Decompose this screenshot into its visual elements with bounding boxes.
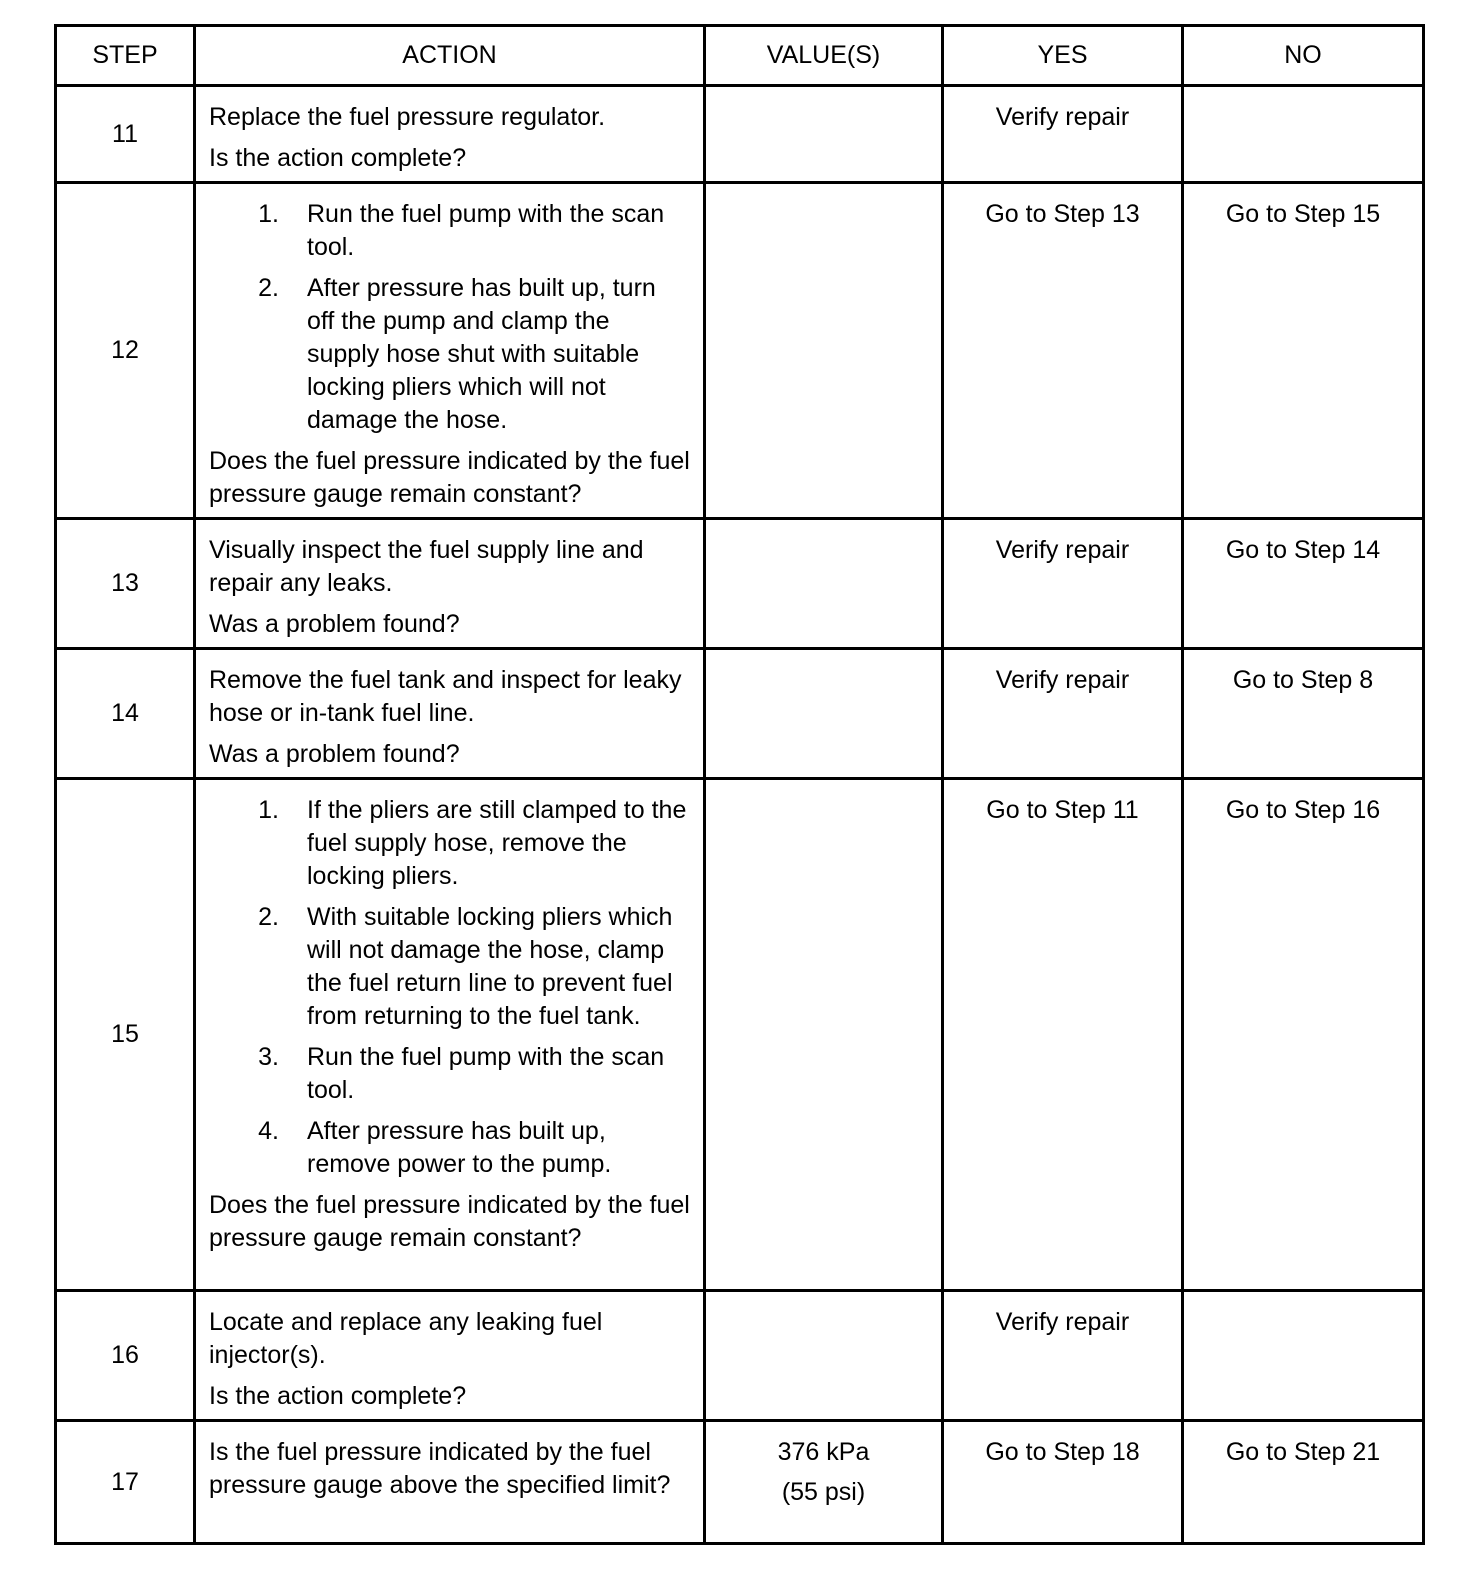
action-cell bbox=[195, 86, 705, 183]
header-action: ACTION bbox=[195, 26, 705, 86]
value-line: (55 psi) bbox=[781, 1478, 866, 1506]
values-cell bbox=[705, 779, 943, 1291]
yes-cell: Verify repair bbox=[943, 86, 1183, 183]
substep-text: After pressure has built up, turn off the pump and clamp the supply hose shut with suitable locking pliers which will not damage the hose. bbox=[307, 274, 656, 434]
values-cell bbox=[705, 519, 943, 649]
substep-number: 1. bbox=[258, 796, 279, 824]
action-question: Was a problem found? bbox=[209, 740, 460, 768]
no-cell: Go to Step 15 bbox=[1183, 183, 1424, 519]
substep-text: If the pliers are still clamped to the fuel supply hose, remove the locking pliers. bbox=[307, 796, 687, 890]
header-row bbox=[56, 26, 1424, 86]
no-cell: Go to Step 8 bbox=[1183, 649, 1424, 779]
substep-number: 2. bbox=[258, 903, 279, 931]
substep-list bbox=[209, 198, 693, 437]
action-cell bbox=[195, 183, 705, 519]
values-cell bbox=[705, 86, 943, 183]
action-cell bbox=[195, 649, 705, 779]
action-cell bbox=[195, 1291, 705, 1421]
action-cell bbox=[195, 1421, 705, 1544]
yes-cell: Verify repair bbox=[943, 1291, 1183, 1421]
action-cell bbox=[195, 519, 705, 649]
step-number: 11 bbox=[56, 86, 195, 183]
step-number: 17 bbox=[56, 1421, 195, 1544]
substep-item bbox=[209, 198, 693, 264]
action-instruction: Visually inspect the fuel supply line and repair any leaks. bbox=[209, 536, 644, 597]
action-cell bbox=[195, 779, 705, 1291]
no-cell: Go to Step 21 bbox=[1183, 1421, 1424, 1544]
header-values: VALUE(S) bbox=[705, 26, 943, 86]
yes-cell: Verify repair bbox=[943, 519, 1183, 649]
header-yes: YES bbox=[943, 26, 1183, 86]
substep-text: With suitable locking pliers which will not damage the hose, clamp the fuel return line to prevent fuel from returning to the fuel tank. bbox=[307, 903, 673, 1030]
yes-cell: Go to Step 11 bbox=[943, 779, 1183, 1291]
table-row bbox=[56, 86, 1424, 183]
values-cell bbox=[705, 1421, 943, 1544]
header-no: NO bbox=[1183, 26, 1424, 86]
action-question: Is the action complete? bbox=[209, 1382, 467, 1410]
table-row bbox=[56, 1291, 1424, 1421]
diagnostic-table bbox=[54, 24, 1425, 1545]
substep-number: 2. bbox=[258, 274, 279, 302]
action-instruction: Replace the fuel pressure regulator. bbox=[209, 103, 606, 131]
no-cell bbox=[1183, 1291, 1424, 1421]
action-question: Is the action complete? bbox=[209, 144, 467, 172]
header-step: STEP bbox=[56, 26, 195, 86]
substep-number: 4. bbox=[258, 1117, 279, 1145]
substep-text: Run the fuel pump with the scan tool. bbox=[307, 1043, 665, 1104]
substep-item bbox=[209, 272, 693, 437]
yes-cell: Go to Step 18 bbox=[943, 1421, 1183, 1544]
no-cell: Go to Step 16 bbox=[1183, 779, 1424, 1291]
substep-item bbox=[209, 901, 693, 1033]
substep-item bbox=[209, 794, 693, 893]
yes-cell: Go to Step 13 bbox=[943, 183, 1183, 519]
table-row bbox=[56, 519, 1424, 649]
table-row bbox=[56, 649, 1424, 779]
action-question: Does the fuel pressure indicated by the fuel pressure gauge remain constant? bbox=[209, 447, 690, 508]
step-number: 16 bbox=[56, 1291, 195, 1421]
values-cell bbox=[705, 1291, 943, 1421]
step-number: 14 bbox=[56, 649, 195, 779]
step-number: 15 bbox=[56, 779, 195, 1291]
substep-item bbox=[209, 1115, 693, 1181]
action-question: Does the fuel pressure indicated by the fuel pressure gauge remain constant? bbox=[209, 1191, 690, 1252]
table-row bbox=[56, 1421, 1424, 1544]
step-number: 12 bbox=[56, 183, 195, 519]
table-row bbox=[56, 779, 1424, 1291]
substep-number: 1. bbox=[258, 200, 279, 228]
substep-list bbox=[209, 794, 693, 1181]
substep-text: Run the fuel pump with the scan tool. bbox=[307, 200, 665, 261]
no-cell bbox=[1183, 86, 1424, 183]
action-question: Is the fuel pressure indicated by the fuel pressure gauge above the specified limit? bbox=[209, 1438, 671, 1499]
values-cell bbox=[705, 183, 943, 519]
action-instruction: Remove the fuel tank and inspect for leaky hose or in-tank fuel line. bbox=[209, 666, 682, 727]
no-cell: Go to Step 14 bbox=[1183, 519, 1424, 649]
values-cell bbox=[705, 649, 943, 779]
table-row bbox=[56, 183, 1424, 519]
substep-number: 3. bbox=[258, 1043, 279, 1071]
substep-item bbox=[209, 1041, 693, 1107]
yes-cell: Verify repair bbox=[943, 649, 1183, 779]
value-line: 376 kPa bbox=[777, 1438, 870, 1466]
action-question: Was a problem found? bbox=[209, 610, 460, 638]
step-number: 13 bbox=[56, 519, 195, 649]
substep-text: After pressure has built up, remove power to the pump. bbox=[307, 1117, 612, 1178]
action-instruction: Locate and replace any leaking fuel injector(s). bbox=[209, 1308, 603, 1369]
